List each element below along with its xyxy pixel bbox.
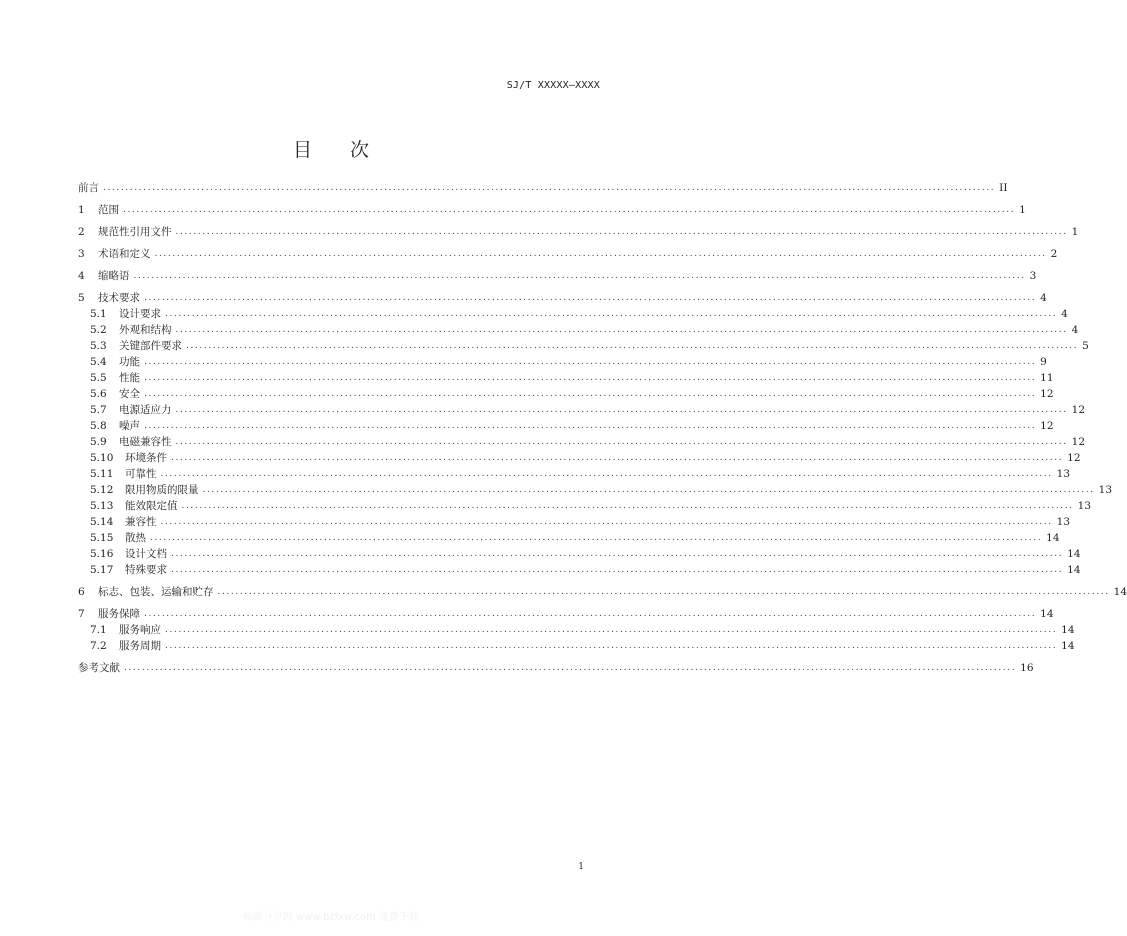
toc-entry-title [90, 466, 157, 482]
toc-entry-number: 6 [78, 586, 85, 598]
toc-entry-title [90, 514, 157, 530]
toc-entry[interactable] [78, 306, 1068, 322]
toc-entry[interactable] [78, 434, 1086, 450]
toc-entry-label: 外观和结构 [119, 324, 172, 336]
dot-leader: ........................................................................................................................................................................................................ [171, 549, 1064, 559]
toc-entry-page: 4 [1061, 308, 1068, 320]
toc-entry[interactable] [78, 290, 1047, 306]
toc-entry[interactable] [78, 622, 1075, 638]
toc-entry[interactable] [78, 546, 1081, 562]
toc-entry-label: 能效限定值 [125, 500, 178, 512]
toc-entry-page: 13 [1056, 468, 1071, 480]
toc-entry-label: 范围 [98, 204, 119, 216]
toc-entry[interactable] [78, 322, 1079, 338]
toc-entry-number: 5.1 [90, 308, 107, 320]
toc-entry-label: 性能 [119, 372, 140, 384]
toc-entry[interactable] [78, 660, 1034, 676]
toc-entry-number: 4 [78, 270, 85, 282]
dot-leader: ........................................................................................................................................................................................................ [144, 373, 1037, 383]
toc-entry-page: 12 [1040, 420, 1054, 432]
toc-entry-number: 5.10 [90, 452, 114, 464]
dot-leader: ........................................................................................................................................................................................................ [186, 341, 1079, 351]
toc-entry-title [90, 434, 172, 450]
dot-leader: ........................................................................................................................................................................................................ [144, 389, 1037, 399]
dot-leader: ........................................................................................................................................................................................................ [165, 309, 1058, 319]
table-of-contents [78, 180, 1127, 676]
page-title: 目次 [292, 139, 407, 161]
toc-entry-number: 5.2 [90, 324, 107, 336]
toc-entry[interactable] [78, 482, 1113, 498]
dot-leader: ........................................................................................................................................................................................................ [171, 453, 1064, 463]
dot-leader: ........................................................................................................................................................................................................ [175, 227, 1068, 237]
toc-entry-page: 5 [1082, 340, 1089, 352]
toc-entry[interactable] [78, 180, 1008, 196]
toc-entry-page: 16 [1020, 662, 1034, 674]
toc-entry-title [90, 482, 199, 498]
toc-entry-page: 12 [1040, 388, 1054, 400]
toc-entry-title [78, 180, 99, 196]
toc-entry-number: 5.8 [90, 420, 107, 432]
toc-entry-title [78, 224, 172, 240]
toc-entry-title [78, 268, 130, 284]
toc-entry-label: 标志、包装、运输和贮存 [98, 586, 214, 598]
toc-entry-number: 5.17 [90, 564, 114, 576]
dot-leader: ........................................................................................................................................................................................................ [103, 183, 996, 193]
toc-entry-label: 服务周期 [119, 640, 161, 652]
toc-entry-number: 5.7 [90, 404, 107, 416]
toc-entry-number: 2 [78, 226, 85, 238]
dot-leader: ........................................................................................................................................................................................................ [160, 517, 1053, 527]
toc-entry-label: 设计要求 [119, 308, 161, 320]
dot-leader: ........................................................................................................................................................................................................ [175, 325, 1068, 335]
toc-entry-title [90, 338, 182, 354]
toc-entry[interactable] [78, 370, 1054, 386]
toc-entry-label: 参考文献 [78, 662, 120, 674]
document-code: SJ/T XXXXX—XXXX [506, 80, 600, 91]
toc-entry-title [90, 370, 140, 386]
toc-entry-title [90, 386, 140, 402]
dot-leader: ........................................................................................................................................................................................................ [144, 609, 1037, 619]
toc-entry-title [90, 450, 167, 466]
toc-entry-label: 可靠性 [125, 468, 157, 480]
toc-entry[interactable] [78, 246, 1058, 262]
toc-entry-number: 5.13 [90, 500, 114, 512]
toc-entry-number: 5.16 [90, 548, 114, 560]
dot-leader: ........................................................................................................................................................................................................ [165, 625, 1058, 635]
toc-entry-label: 特殊要求 [125, 564, 167, 576]
toc-entry-title [90, 402, 172, 418]
toc-entry-page: 14 [1061, 640, 1075, 652]
dot-leader: ........................................................................................................................................................................................................ [160, 469, 1053, 479]
toc-entry-number: 5.9 [90, 436, 107, 448]
toc-entry-page: 13 [1077, 500, 1092, 512]
toc-entry-label: 服务响应 [119, 624, 161, 636]
toc-entry[interactable] [78, 606, 1054, 622]
toc-entry[interactable] [78, 466, 1071, 482]
toc-entry-title [78, 660, 120, 676]
toc-entry[interactable] [78, 268, 1037, 284]
dot-leader: ........................................................................................................................................................................................................ [154, 249, 1047, 259]
dot-leader: ........................................................................................................................................................................................................ [144, 293, 1037, 303]
toc-entry-label: 服务保障 [98, 608, 140, 620]
toc-entry[interactable] [78, 202, 1026, 218]
toc-entry-title [78, 290, 140, 306]
dot-leader: ........................................................................................................................................................................................................ [150, 533, 1043, 543]
toc-entry-page: 14 [1040, 608, 1054, 620]
toc-entry-page: 14 [1061, 624, 1075, 636]
dot-leader: ........................................................................................................................................................................................................ [165, 641, 1058, 651]
toc-entry-page: 4 [1071, 324, 1079, 336]
toc-entry-number: 5.11 [90, 468, 114, 480]
toc-entry-page: 14 [1067, 548, 1081, 560]
dot-leader: ........................................................................................................................................................................................................ [144, 421, 1037, 431]
toc-entry-title [90, 530, 146, 546]
toc-entry[interactable] [78, 354, 1047, 370]
toc-entry-page: II [999, 182, 1008, 194]
toc-entry-page: 13 [1056, 516, 1071, 528]
toc-entry-number: 7 [78, 608, 85, 620]
toc-entry-title [78, 246, 151, 262]
page-number: 1 [578, 862, 584, 872]
toc-entry[interactable] [78, 562, 1081, 578]
toc-entry[interactable] [78, 418, 1054, 434]
toc-entry-number: 7.1 [90, 624, 107, 636]
toc-entry-label: 噪声 [119, 420, 140, 432]
toc-entry[interactable] [78, 638, 1075, 654]
toc-entry-page: 14 [1067, 564, 1081, 576]
toc-entry-label: 技术要求 [98, 292, 140, 304]
toc-entry[interactable] [78, 450, 1081, 466]
toc-entry-page: 12 [1071, 404, 1086, 416]
toc-entry-label: 前言 [78, 182, 99, 194]
toc-entry-title [78, 584, 214, 600]
toc-entry-title [90, 622, 161, 638]
toc-entry-page: 12 [1067, 452, 1081, 464]
toc-entry-page: 1 [1019, 204, 1026, 216]
toc-entry-page: 13 [1098, 484, 1113, 496]
toc-entry-title [90, 354, 140, 370]
toc-entry-number: 7.2 [90, 640, 107, 652]
toc-entry-label: 限用物质的限量 [125, 484, 199, 496]
toc-entry-page: 14 [1046, 532, 1060, 544]
toc-entry[interactable] [78, 402, 1086, 418]
toc-entry-page: 4 [1040, 292, 1047, 304]
toc-entry-label: 缩略语 [98, 270, 130, 282]
toc-entry-number: 5.14 [90, 516, 114, 528]
toc-entry-label: 规范性引用文件 [98, 226, 172, 238]
toc-entry-label: 功能 [119, 356, 140, 368]
toc-entry-number: 5.5 [90, 372, 107, 384]
toc-entry[interactable] [78, 498, 1092, 514]
dot-leader: ........................................................................................................................................................................................................ [217, 587, 1110, 597]
toc-entry-number: 5.4 [90, 356, 107, 368]
toc-entry-label: 电源适应力 [119, 404, 172, 416]
toc-entry-title [78, 202, 119, 218]
toc-entry-label: 术语和定义 [98, 248, 151, 260]
toc-entry-label: 设计文档 [125, 548, 167, 560]
toc-entry-number: 1 [78, 204, 85, 216]
toc-entry-page: 2 [1050, 248, 1058, 260]
toc-entry-page: 3 [1029, 270, 1037, 282]
toc-entry-label: 散热 [125, 532, 146, 544]
toc-entry-page: 1 [1071, 226, 1079, 238]
toc-entry-page: 12 [1071, 436, 1086, 448]
toc-entry-title [90, 322, 172, 338]
toc-entry-page: 11 [1040, 372, 1054, 384]
toc-entry-page: 9 [1040, 356, 1047, 368]
toc-entry-label: 兼容性 [125, 516, 157, 528]
dot-leader: ........................................................................................................................................................................................................ [175, 437, 1068, 447]
toc-entry-label: 电磁兼容性 [119, 436, 172, 448]
toc-entry-title [90, 306, 161, 322]
toc-entry[interactable] [78, 514, 1071, 530]
toc-entry-number: 5.12 [90, 484, 114, 496]
dot-leader: ........................................................................................................................................................................................................ [202, 485, 1095, 495]
toc-entry-title [90, 498, 178, 514]
toc-entry-title [90, 638, 161, 654]
toc-entry-number: 3 [78, 248, 85, 260]
toc-entry-label: 环境条件 [125, 452, 167, 464]
dot-leader: ........................................................................................................................................................................................................ [144, 357, 1037, 367]
dot-leader: ........................................................................................................................................................................................................ [175, 405, 1068, 415]
toc-entry-number: 5.3 [90, 340, 107, 352]
dot-leader: ........................................................................................................................................................................................................ [181, 501, 1074, 511]
dot-leader: ........................................................................................................................................................................................................ [124, 663, 1017, 673]
toc-entry[interactable] [78, 584, 1127, 600]
toc-entry-title [90, 562, 167, 578]
dot-leader: ........................................................................................................................................................................................................ [123, 205, 1016, 215]
toc-entry-label: 关键部件要求 [119, 340, 182, 352]
toc-entry-title [90, 418, 140, 434]
watermark: 标准分享网 www.bzfxw.com 免费下载 [243, 912, 419, 923]
toc-entry-number: 5.6 [90, 388, 107, 400]
toc-entry-title [90, 546, 167, 562]
toc-entry-number: 5.15 [90, 532, 114, 544]
toc-entry[interactable] [78, 530, 1060, 546]
toc-entry-number: 5 [78, 292, 85, 304]
dot-leader: ........................................................................................................................................................................................................ [171, 565, 1064, 575]
toc-entry[interactable] [78, 224, 1079, 240]
toc-entry[interactable] [78, 338, 1089, 354]
toc-entry-title [78, 606, 140, 622]
toc-entry-label: 安全 [119, 388, 140, 400]
dot-leader: ........................................................................................................................................................................................................ [133, 271, 1026, 281]
toc-entry[interactable] [78, 386, 1054, 402]
toc-entry-page: 14 [1113, 586, 1127, 598]
